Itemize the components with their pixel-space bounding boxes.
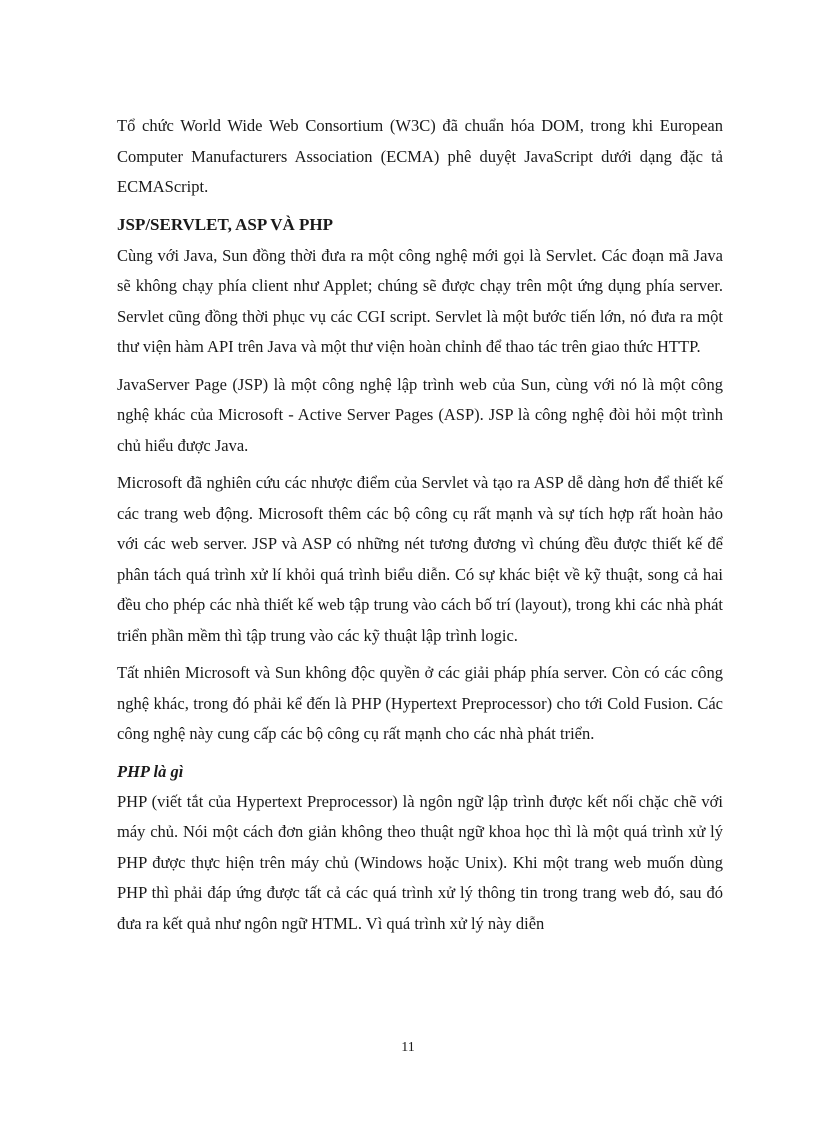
section-heading: JSP/SERVLET, ASP VÀ PHP bbox=[117, 214, 334, 234]
page-body bbox=[117, 111, 723, 939]
paragraph-jsp: JavaServer Page (JSP) là một công nghệ lập trình web của Sun, cùng với nó là một công nghệ khác của Microsoft - Active Server Pages (ASP). JSP là công nghệ đòi hỏi một trình chủ hiểu được Java. bbox=[117, 374, 723, 455]
intro-paragraph: Tổ chức World Wide Web Consortium (W3C) đã chuẩn hóa DOM, trong khi European Computer Manufacturers Association (ECMA) phê duyệt JavaScript dưới dạng đặc tả ECMAScript. bbox=[117, 116, 723, 196]
paragraph-asp: Microsoft đã nghiên cứu các nhược điểm của Servlet và tạo ra ASP dễ dàng hơn để thiết kế các trang web động. Microsoft thêm các bộ công cụ rất mạnh và sự tích hợp rất hoàn hảo với các web server. JSP và ASP có những nét tương đương vì chúng đều được thiết kế để phân tách quá trình xử lí khỏi quá trình biểu diễn. Có sự khác biệt về kỹ thuật, song cả hai đều cho phép các nhà thiết kế web tập trung vào cách bố trí (layout), trong khi các nhà phát triển phần mềm thì tập trung vào các kỹ thuật lập trình logic. bbox=[117, 473, 723, 645]
page-number: 11 bbox=[401, 1040, 415, 1055]
subsection-heading: PHP là gì bbox=[117, 761, 184, 781]
paragraph-php: PHP (viết tắt của Hypertext Preprocessor) là ngôn ngữ lập trình được kết nối chặc chẽ với máy chủ. Nói một cách đơn giản không theo thuật ngữ khoa học thì là một quá trình xử lý PHP được thực hiện trên máy chủ (Windows hoặc Unix). Khi một trang web muốn dùng PHP thì phải đáp ứng được tất cả các quá trình xử lý thông tin trong trang web đó, sau đó đưa ra kết quả như ngôn ngữ HTML. Vì quá trình xử lý này diễn bbox=[117, 791, 723, 933]
paragraph-other-technologies: Tất nhiên Microsoft và Sun không độc quyền ở các giải pháp phía server. Còn có các công nghệ khác, trong đó phải kể đến là PHP (Hypertext Preprocessor) cho tới Cold Fusion. Các công nghệ này cung cấp các bộ công cụ rất mạnh cho các nhà phát triển. bbox=[117, 663, 723, 743]
paragraph-servlet: Cùng với Java, Sun đồng thời đưa ra một công nghệ mới gọi là Servlet. Các đoạn mã Java sẽ không chạy phía client như Applet; chúng sẽ được chạy trên một ứng dụng phía server. Servlet cũng đồng thời phục vụ các CGI script. Servlet là một bước tiến lớn, nó đưa ra một thư viện hàm API trên Java và một thư viện hoàn chỉnh để thao tác trên giao thức HTTP. bbox=[117, 245, 723, 356]
